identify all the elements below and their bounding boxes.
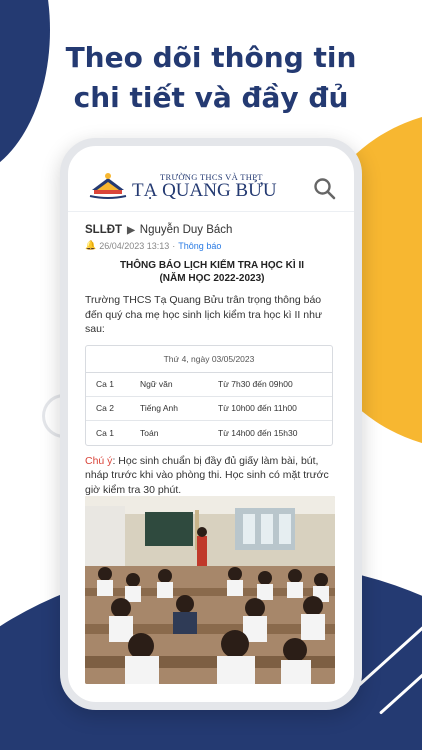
table-row bbox=[86, 421, 332, 445]
recipient-name[interactable]: Nguyễn Duy Bách bbox=[139, 224, 233, 236]
note-paragraph bbox=[85, 454, 339, 498]
headline bbox=[0, 38, 422, 118]
sender-name[interactable]: SLLĐT bbox=[85, 224, 123, 236]
session-cell: Ca 2 bbox=[96, 403, 114, 413]
notice-title bbox=[85, 259, 339, 285]
school-logo-icon bbox=[88, 170, 128, 200]
app-header bbox=[68, 146, 354, 212]
note-label: Chú ý bbox=[85, 454, 113, 467]
app-screen bbox=[68, 146, 354, 702]
play-arrow-icon: ▶ bbox=[127, 224, 135, 236]
table-row bbox=[86, 373, 332, 397]
note-text: : Học sinh chuẩn bị đầy đủ giấy làm bài, bút, nháp trước khi vào phòng thi. Học sinh có mặt trước giờ kiểm tra 30 phút. bbox=[85, 454, 329, 496]
phone-frame bbox=[60, 138, 362, 710]
table-row bbox=[86, 397, 332, 421]
intro-paragraph: Trường THCS Tạ Quang Bửu trân trọng thông báo đến quý cha mẹ học sinh lịch kiểm tra học kì II như sau: bbox=[85, 294, 322, 335]
time-cell: Từ 14h00 đến 15h30 bbox=[218, 427, 298, 438]
notice-title-line-2: (NĂM HỌC 2022-2023) bbox=[159, 273, 265, 284]
headline-line-1: Theo dõi thông tin bbox=[65, 41, 357, 74]
time-cell: Từ 7h30 đến 09h00 bbox=[218, 379, 293, 389]
notice-title-line-1: THÔNG BÁO LỊCH KIỂM TRA HỌC KÌ II bbox=[119, 260, 305, 271]
post-date-row bbox=[85, 240, 339, 251]
post-category-link[interactable]: Thông báo bbox=[178, 240, 222, 251]
meta-separator: · bbox=[172, 240, 176, 251]
headline-line-2: chi tiết và đầy đủ bbox=[73, 81, 349, 114]
exam-schedule-table bbox=[85, 345, 333, 446]
search-icon[interactable] bbox=[312, 176, 338, 202]
post-content bbox=[85, 224, 339, 520]
bell-icon: 🔔 bbox=[85, 240, 97, 250]
school-name: TẠ QUANG BỬU bbox=[132, 180, 277, 201]
post-meta bbox=[85, 224, 339, 236]
classroom-photo[interactable] bbox=[85, 496, 335, 684]
subject-cell: Ngữ văn bbox=[140, 379, 173, 389]
time-cell: Từ 10h00 đến 11h00 bbox=[218, 403, 297, 413]
post-date: 26/04/2023 13:13 bbox=[99, 240, 170, 251]
schedule-date-header: Thứ 4, ngày 03/05/2023 bbox=[86, 346, 332, 373]
subject-cell: Toán bbox=[140, 427, 159, 438]
session-cell: Ca 1 bbox=[96, 379, 114, 389]
school-name-small: TRƯỜNG THCS VÀ THPT bbox=[160, 172, 263, 182]
session-cell: Ca 1 bbox=[96, 427, 114, 438]
subject-cell: Tiếng Anh bbox=[140, 403, 178, 413]
